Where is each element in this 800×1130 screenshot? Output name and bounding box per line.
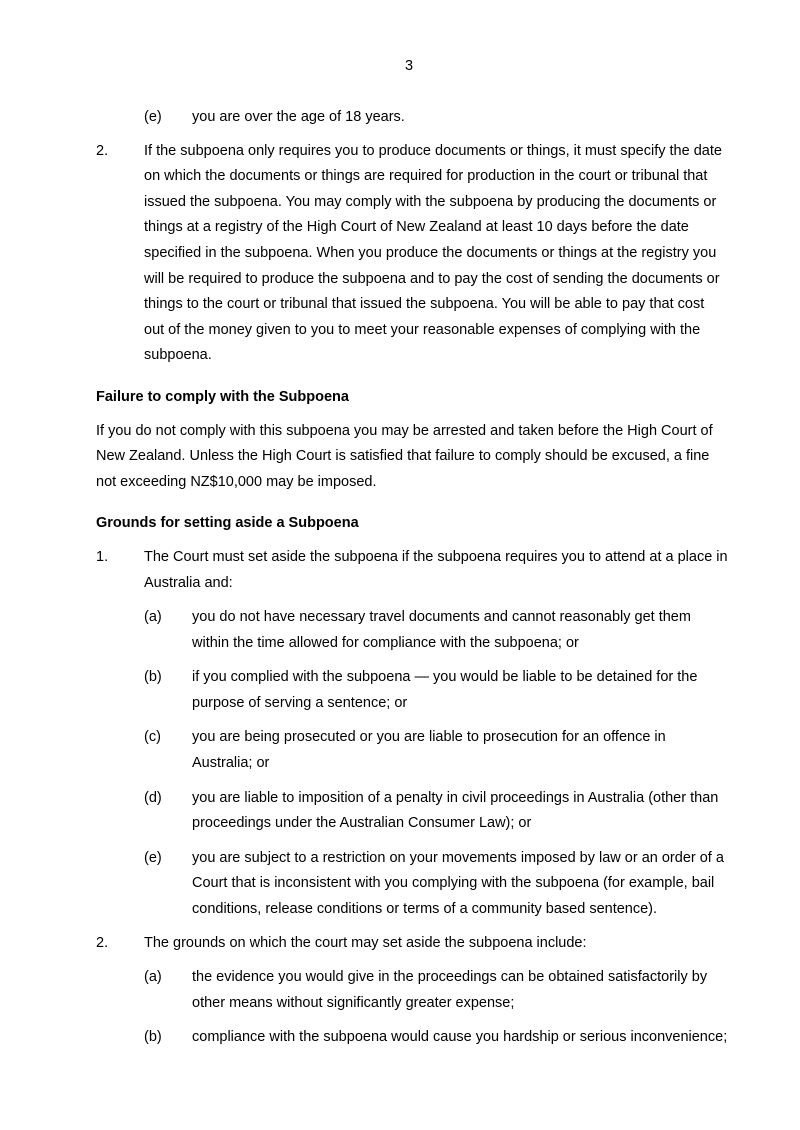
item-marker: (e) (144, 109, 162, 125)
item-text: The Court must set aside the subpoena if the subpoena requires you to attend at a place in Australia and: (144, 548, 728, 591)
failure-paragraph: If you do not comply with this subpoena you may be arrested and taken before the High Court of New Zealand. Unless the High Court is satisfied that failure to comply should be excused, a fine not exceeding NZ$10,000 may be imposed. (96, 422, 713, 490)
list-item (96, 931, 728, 957)
item-text: compliance with the subpoena would cause you hardship or serious inconvenience; (192, 1029, 728, 1046)
item-marker: (d) (144, 789, 162, 806)
document-body (96, 105, 728, 1051)
item-marker: (b) (144, 1029, 162, 1046)
sub-list-item (96, 605, 728, 656)
item-marker: 1. (96, 548, 109, 565)
item-text: the evidence you would give in the proceedings can be obtained satisfactorily by other means without significantly greater expense; (192, 969, 708, 1011)
item-text: you are being prosecuted or you are liable to prosecution for an offence in Australia; or (192, 729, 666, 772)
item-marker: 2. (96, 934, 109, 951)
list-item (96, 545, 728, 596)
item-text: you are subject to a restriction on your movements imposed by law or an order of a Court that is inconsistent with you complying with the subpoena (for example, bail conditions, release conditions or terms of a community based sentence). (192, 849, 724, 918)
sub-list-item (96, 965, 728, 1016)
item-marker: (a) (144, 969, 162, 986)
list-item (96, 139, 728, 369)
section-heading-grounds: Grounds for setting aside a Subpoena (96, 515, 359, 532)
item-marker: (e) (144, 849, 162, 866)
item-marker: (a) (144, 609, 162, 626)
page-number: 3 (404, 58, 414, 74)
item-marker: (c) (144, 729, 161, 746)
sub-list-item (96, 846, 728, 923)
section-heading-failure: Failure to comply with the Subpoena (96, 388, 349, 405)
item-text: If the subpoena only requires you to produce documents or things, it must specify the date on which the documents or things are required for production in the court or tribunal that issued the subpoena. You may comply with the subpoena by producing the documents or things at a registry of the High Court of New Zealand at least 10 days before the date specified in the subpoena. When you produce the documents or things at the registry you will be required to produce the subpoena and to pay the cost of sending the documents or things to the court or tribunal that issued the subpoena. You will be able to pay that cost out of the money given to you to meet your reasonable expenses of complying with the subpoena. (144, 142, 722, 364)
item-marker: (b) (144, 669, 162, 686)
sub-list-item (96, 665, 728, 716)
item-marker: 2. (96, 142, 109, 159)
sub-list-item (96, 725, 728, 776)
item-text: you are liable to imposition of a penalty in civil proceedings in Australia (other than proceedings under the Australian Consumer Law); or (192, 789, 719, 832)
list-item (96, 105, 728, 131)
sub-list-item (96, 1025, 728, 1051)
item-text: you do not have necessary travel documents and cannot reasonably get them within the time allowed for compliance with the subpoena; or (192, 609, 691, 651)
item-text: The grounds on which the court may set aside the subpoena include: (144, 934, 587, 951)
item-text: if you complied with the subpoena — you would be liable to be detained for the purpose of serving a sentence; or (192, 669, 698, 711)
item-text: you are over the age of 18 years. (192, 109, 405, 125)
sub-list-item (96, 786, 728, 837)
